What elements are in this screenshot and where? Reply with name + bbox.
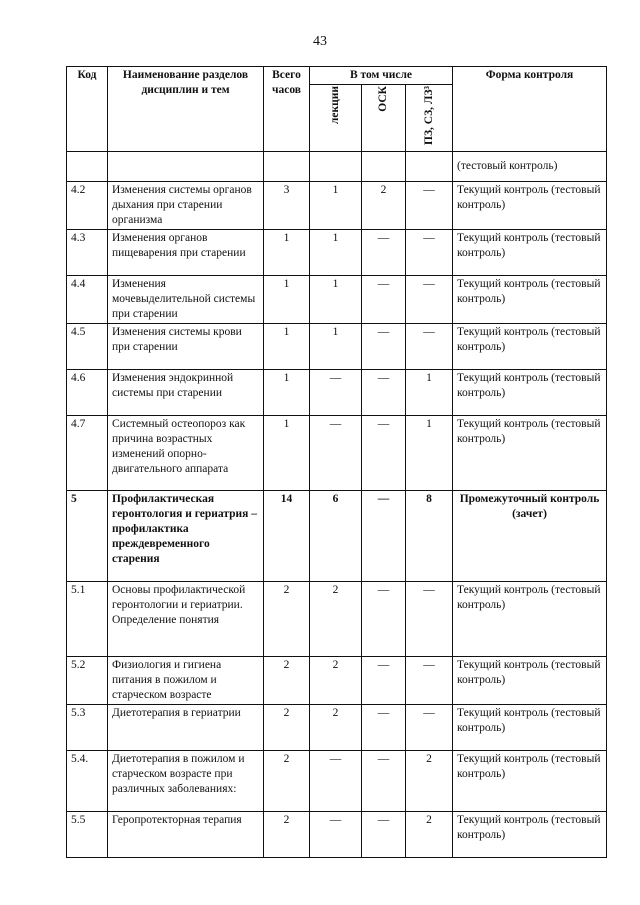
cell-form: Текущий контроль (тестовый контроль): [453, 229, 607, 275]
cell-pz: —: [406, 229, 453, 275]
cell-form: Текущий контроль (тестовый контроль): [453, 369, 607, 415]
cell-total: 1: [264, 415, 310, 490]
table-row: [67, 181, 607, 229]
cell-name: Диетотерапия в гериатрии: [108, 704, 264, 750]
cell-pz: 1: [406, 415, 453, 490]
cell-form: Промежуточный контроль (зачет): [453, 490, 607, 581]
cell-form: Текущий контроль (тестовый контроль): [453, 656, 607, 704]
cell-total: 2: [264, 656, 310, 704]
cell-form: Текущий контроль (тестовый контроль): [453, 704, 607, 750]
cell-osk: —: [362, 811, 406, 857]
curriculum-table: [66, 66, 607, 858]
cell-form: Текущий контроль (тестовый контроль): [453, 581, 607, 656]
cell-osk: —: [362, 323, 406, 369]
cell-code: 4.2: [67, 181, 108, 229]
cell-form: Текущий контроль (тестовый контроль): [453, 275, 607, 323]
cell-lectures: 1: [310, 323, 362, 369]
table-row: [67, 323, 607, 369]
table-row: [67, 656, 607, 704]
cell-name: Физиология и гигиена питания в пожилом и старческом возрасте: [108, 656, 264, 704]
cell-name: Профилактическая геронтология и гериатрия – профилактика преждевременного старения: [108, 490, 264, 581]
table-row: [67, 275, 607, 323]
page-number: 43: [313, 34, 327, 49]
header-form: Форма контроля: [453, 67, 607, 152]
header-name: Наименование разделов дисциплин и тем: [108, 67, 264, 152]
cell-total: [264, 151, 310, 181]
cell-total: 1: [264, 323, 310, 369]
cell-osk: —: [362, 490, 406, 581]
header-osk: ОСК: [362, 85, 406, 152]
cell-osk: —: [362, 704, 406, 750]
table-row: [67, 369, 607, 415]
cell-total: 1: [264, 369, 310, 415]
cell-lectures: 1: [310, 275, 362, 323]
cell-form: Текущий контроль (тестовый контроль): [453, 323, 607, 369]
header-including: В том числе: [310, 67, 453, 85]
cell-osk: —: [362, 369, 406, 415]
cell-name: [108, 151, 264, 181]
cell-lectures: —: [310, 750, 362, 811]
table-row: [67, 229, 607, 275]
cell-name: Изменения системы органов дыхания при старении организма: [108, 181, 264, 229]
header-lectures: лекции: [310, 85, 362, 152]
cell-lectures: 2: [310, 704, 362, 750]
cell-code: 5.5: [67, 811, 108, 857]
cell-code: 4.3: [67, 229, 108, 275]
cell-code: 5.1: [67, 581, 108, 656]
cell-total: 1: [264, 275, 310, 323]
cell-code: 5: [67, 490, 108, 581]
cell-lectures: 6: [310, 490, 362, 581]
table-row: [67, 490, 607, 581]
cell-total: 2: [264, 750, 310, 811]
header-pz: ПЗ, СЗ, ЛЗ³: [406, 85, 453, 152]
cell-pz: —: [406, 275, 453, 323]
cell-total: 2: [264, 811, 310, 857]
cell-lectures: 1: [310, 181, 362, 229]
cell-osk: —: [362, 229, 406, 275]
cell-lectures: [310, 151, 362, 181]
cell-name: Изменения системы крови при старении: [108, 323, 264, 369]
cell-pz: —: [406, 704, 453, 750]
cell-total: 3: [264, 181, 310, 229]
cell-pz: 2: [406, 750, 453, 811]
cell-total: 2: [264, 704, 310, 750]
cell-lectures: —: [310, 811, 362, 857]
cell-pz: 1: [406, 369, 453, 415]
table-row: [67, 581, 607, 656]
cell-pz: —: [406, 581, 453, 656]
table-row: [67, 704, 607, 750]
cell-name: Изменения эндокринной системы при старении: [108, 369, 264, 415]
cell-pz: 2: [406, 811, 453, 857]
cell-code: 5.2: [67, 656, 108, 704]
cell-lectures: —: [310, 369, 362, 415]
cell-osk: —: [362, 750, 406, 811]
cell-name: Диетотерапия в пожилом и старческом возрасте при различных заболеваниях:: [108, 750, 264, 811]
table-row: [67, 415, 607, 490]
cell-code: 4.5: [67, 323, 108, 369]
cell-form: Текущий контроль (тестовый контроль): [453, 811, 607, 857]
cell-lectures: 2: [310, 656, 362, 704]
cell-pz: [406, 151, 453, 181]
cell-code: 5.4.: [67, 750, 108, 811]
table-row: [67, 750, 607, 811]
cell-lectures: 1: [310, 229, 362, 275]
cell-code: 4.4: [67, 275, 108, 323]
cell-name: Изменения органов пищеварения при старении: [108, 229, 264, 275]
cell-osk: —: [362, 415, 406, 490]
cell-pz: —: [406, 323, 453, 369]
cell-lectures: 2: [310, 581, 362, 656]
cell-pz: —: [406, 656, 453, 704]
cell-form: Текущий контроль (тестовый контроль): [453, 750, 607, 811]
table-row: [67, 151, 607, 181]
cell-osk: —: [362, 656, 406, 704]
cell-total: 14: [264, 490, 310, 581]
cell-lectures: —: [310, 415, 362, 490]
cell-code: [67, 151, 108, 181]
cell-osk: —: [362, 581, 406, 656]
cell-form: Текущий контроль (тестовый контроль): [453, 415, 607, 490]
cell-code: 4.7: [67, 415, 108, 490]
cell-total: 2: [264, 581, 310, 656]
cell-form: (тестовый контроль): [453, 151, 607, 181]
header-code: Код: [67, 67, 108, 152]
header-total: Всего часов: [264, 67, 310, 152]
cell-pz: —: [406, 181, 453, 229]
cell-form: Текущий контроль (тестовый контроль): [453, 181, 607, 229]
cell-osk: 2: [362, 181, 406, 229]
cell-osk: —: [362, 275, 406, 323]
cell-osk: [362, 151, 406, 181]
cell-name: Основы профилактической геронтологии и гериатрии. Определение понятия: [108, 581, 264, 656]
cell-name: Геропротекторная терапия: [108, 811, 264, 857]
cell-name: Изменения мочевыделительной системы при старении: [108, 275, 264, 323]
cell-code: 4.6: [67, 369, 108, 415]
cell-name: Системный остеопороз как причина возрастных изменений опорно-двигательного аппарата: [108, 415, 264, 490]
cell-total: 1: [264, 229, 310, 275]
cell-code: 5.3: [67, 704, 108, 750]
cell-pz: 8: [406, 490, 453, 581]
table-row: [67, 811, 607, 857]
